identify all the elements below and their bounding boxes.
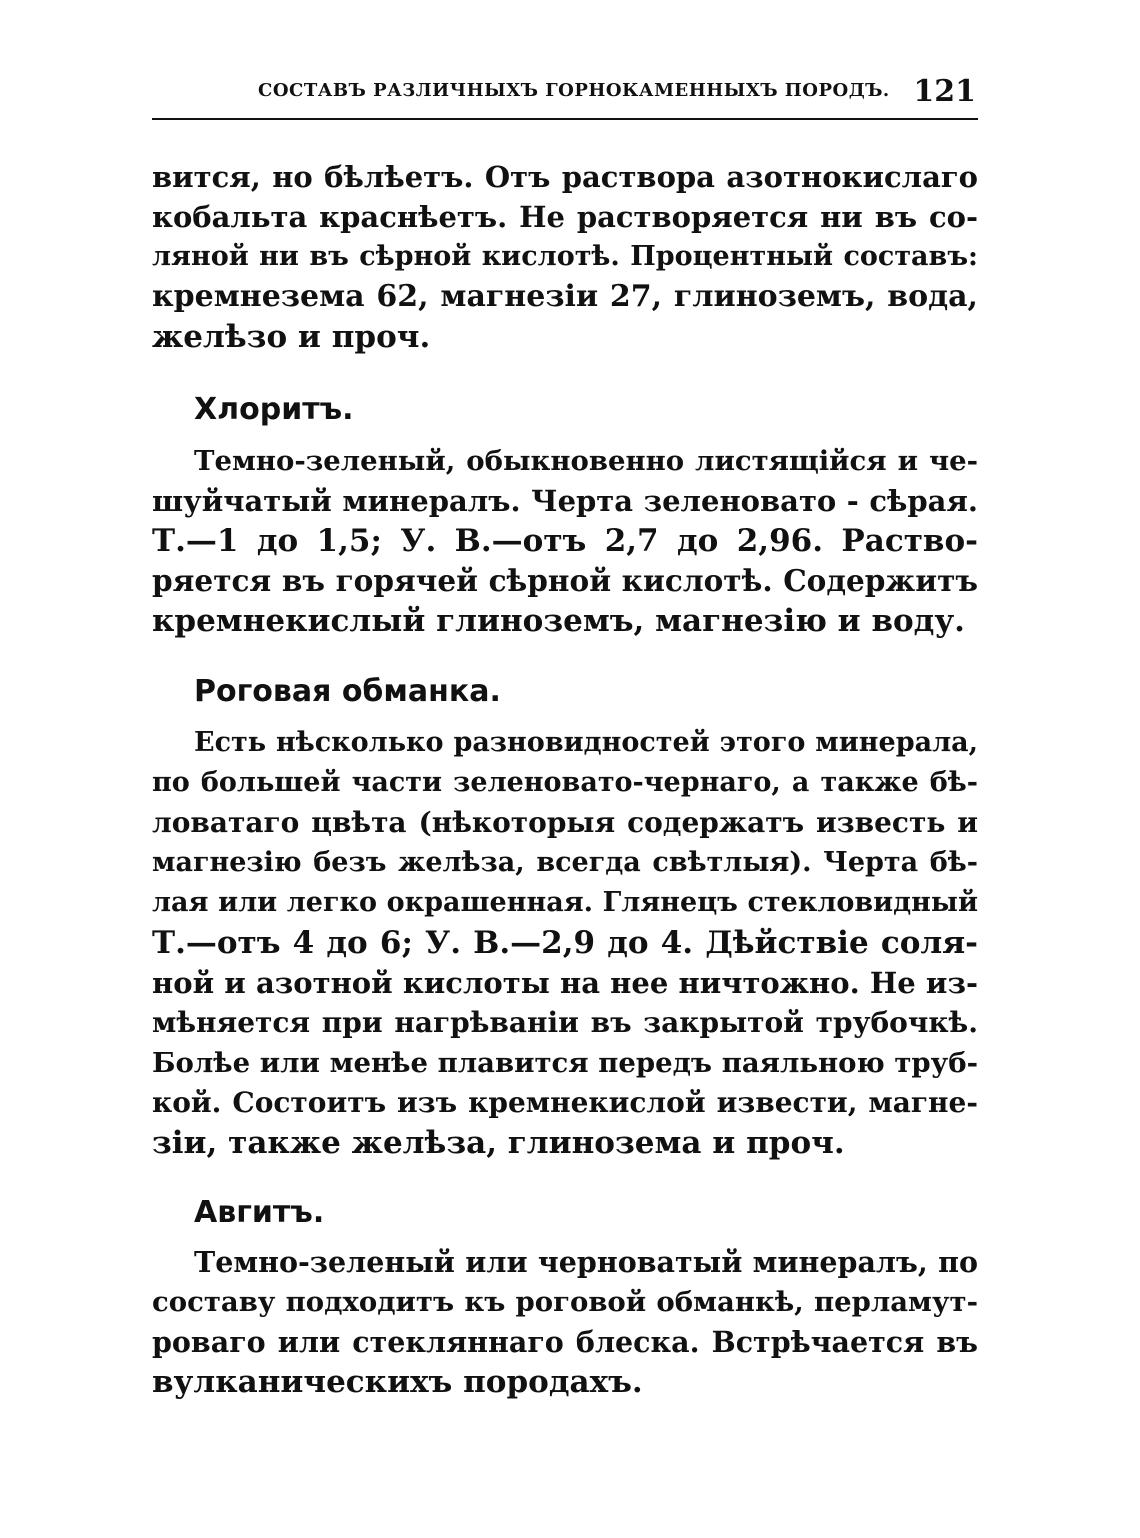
- text-line: Темно-зеленый, обыкновенно листящійся и че-: [194, 445, 978, 477]
- text-line: шуйчатый минералъ. Черта зеленовато - сѣрая.: [152, 484, 978, 518]
- text-line: Т.—1 до 1,5; У. В.—отъ 2,7 до 2,96. Раство-: [152, 523, 978, 559]
- running-header: [152, 72, 978, 120]
- section-heading-augite: Авгитъ.: [194, 1195, 325, 1230]
- text-line: кой. Состоитъ изъ кремнекислой извести, магне-: [152, 1086, 978, 1119]
- text-line: желѣзо и проч.: [152, 319, 431, 355]
- text-line: ной и азотной кислоты на нее ничтожно. Не из-: [152, 966, 978, 1000]
- text-line: роваго или стекляннаго блеска. Встрѣчается въ: [152, 1325, 978, 1359]
- text-line: Темно-зеленый или черноватый минералъ, по: [194, 1245, 978, 1279]
- text-line: ловатаго цвѣта (нѣкоторыя содержатъ известь и: [152, 806, 978, 839]
- text-line: кремнезема 62, магнезіи 27, глиноземъ, вода,: [152, 279, 978, 314]
- text-line: Есть нѣсколько разновидностей этого минерала,: [194, 727, 978, 758]
- text-line: ряется въ горячей сѣрной кислотѣ. Содержитъ: [152, 563, 978, 598]
- text-line: магнезію безъ желѣза, всегда свѣтлыя). Черта бѣ-: [152, 847, 978, 878]
- text-line: Т.—отъ 4 до 6; У. В.—2,9 до 4. Дѣйствіе соля-: [152, 925, 978, 961]
- text-line: кобальта краснѣетъ. Не растворяется ни въ со-: [152, 200, 978, 234]
- text-line: по большей части зеленовато-чернаго, а также бѣ-: [152, 767, 978, 798]
- paragraph-chlorite: [152, 441, 978, 641]
- text-line: вулканическихъ породахъ.: [152, 1364, 643, 1400]
- text-line: ляной ни въ сѣрной кислотѣ. Процентный составъ:: [152, 241, 978, 272]
- continuation-paragraph: [152, 157, 978, 357]
- text-line: Болѣе или менѣе плавится передъ паяльною труб-: [152, 1047, 978, 1079]
- text-line: лая или легко окрашенная. Глянецъ стекловидный: [152, 887, 978, 918]
- text-line: составу подходитъ къ роговой обманкѣ, перламут-: [152, 1286, 978, 1318]
- section-heading-chlorite: Хлоритъ.: [194, 392, 354, 427]
- paragraph-augite: [152, 1242, 978, 1402]
- section-heading-hornblende: Роговая обманка.: [194, 674, 501, 709]
- paragraph-hornblende: [152, 723, 978, 1163]
- running-title: СОСТАВЪ РАЗЛИЧНЫХЪ ГОРНОКАМЕННЫХЪ ПОРОДЪ.: [258, 80, 890, 101]
- text-line: кремнекислый глиноземъ, магнезію и воду.: [152, 603, 965, 639]
- page-number: 121: [913, 74, 976, 109]
- text-line: зіи, также желѣза, глинозема и проч.: [152, 1125, 845, 1161]
- text-line: мѣняется при нагрѣваніи въ закрытой трубочкѣ.: [152, 1006, 978, 1039]
- text-line: вится, но бѣлѣетъ. Отъ раствора азотнокислаго: [152, 160, 978, 194]
